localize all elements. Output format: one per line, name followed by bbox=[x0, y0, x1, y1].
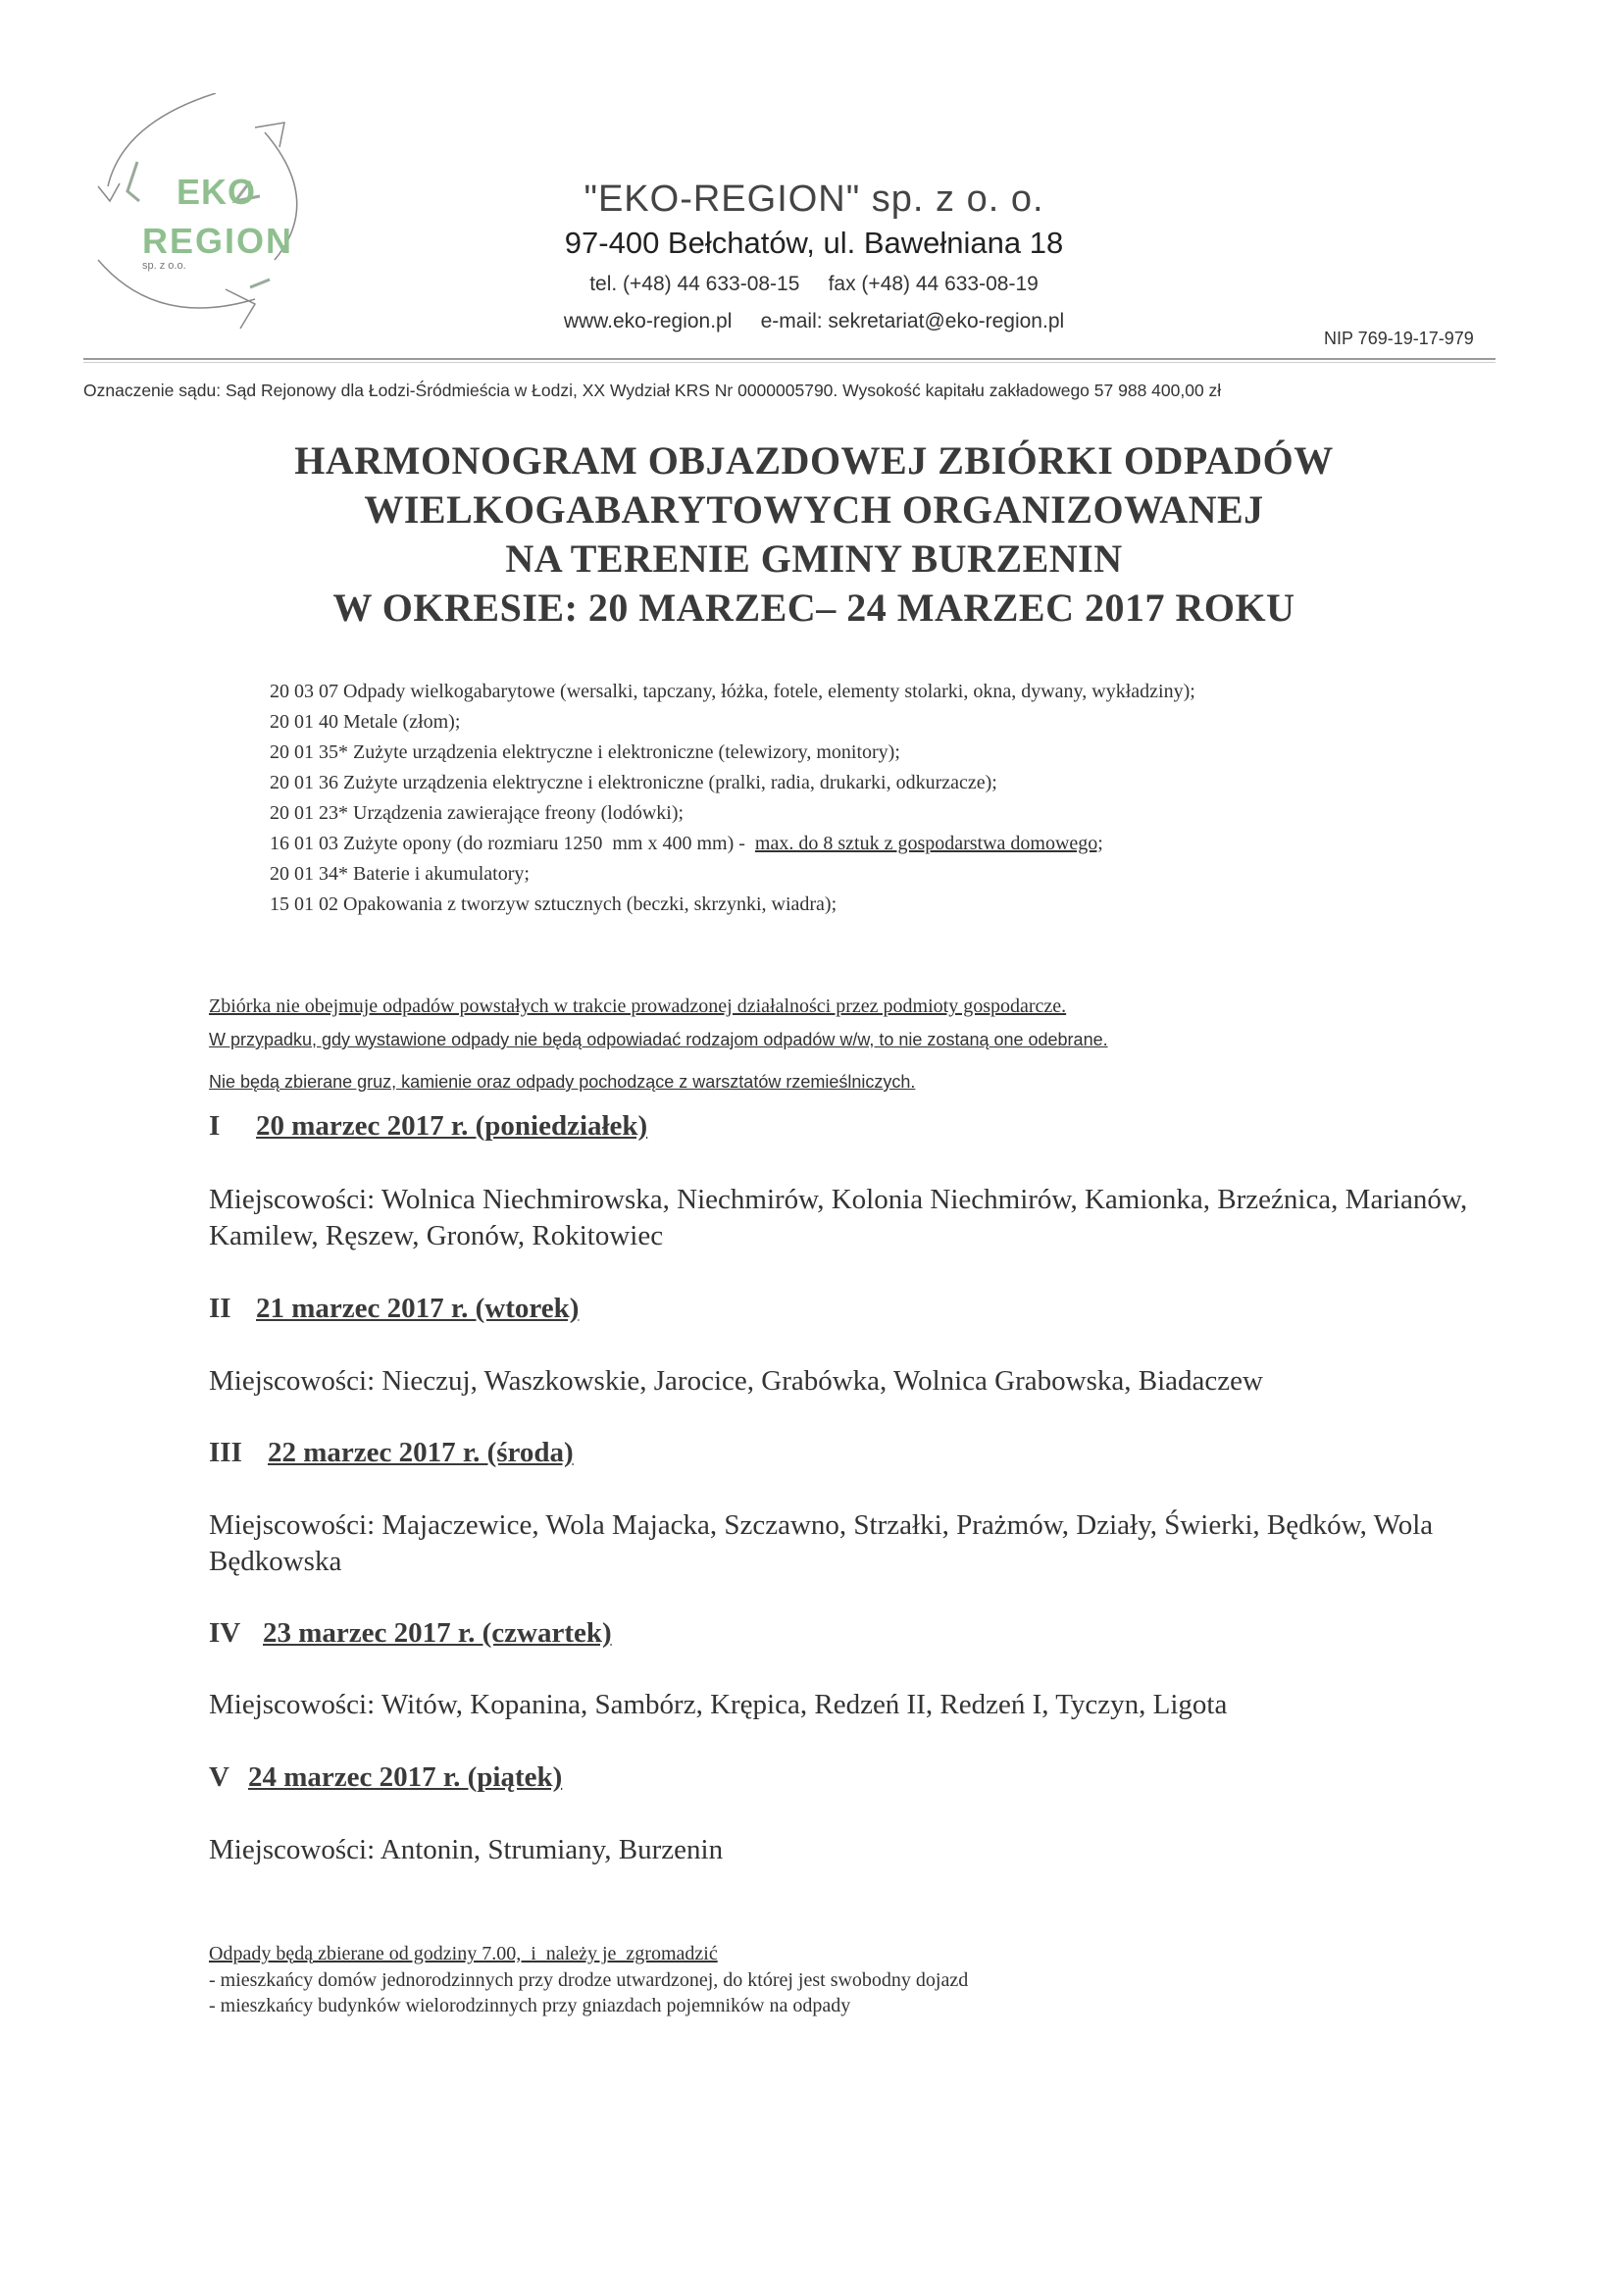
day-places: Miejscowości: Wolnica Niechmirowska, Niechmirów, Kolonia Niechmirów, Kamionka, Brzeźnica, Marianów, Kamilew, Ręszew, Gronów, Rokitowiec bbox=[209, 1184, 1468, 1251]
company-logo bbox=[78, 93, 333, 348]
waste-item: 15 01 02 Opakowania z tworzyw sztucznych (beczki, skrzynki, wiadra); bbox=[270, 893, 837, 915]
day-date: 20 marzec 2017 r. (poniedziałek) bbox=[256, 1110, 648, 1142]
day-places: Miejscowości: Antonin, Strumiany, Burzenin bbox=[209, 1834, 724, 1865]
day-heading bbox=[209, 1761, 562, 1794]
company-phones: tel. (+48) 44 633-08-15 fax (+48) 44 633-08-19 bbox=[589, 273, 1039, 295]
day-date: 24 marzec 2017 r. (piątek) bbox=[248, 1761, 563, 1793]
day-number: II bbox=[209, 1293, 231, 1324]
day-heading bbox=[209, 1437, 574, 1469]
waste-item: 20 01 23* Urządzenia zawierające freony (lodówki); bbox=[270, 802, 685, 824]
day-date: 22 marzec 2017 r. (środa) bbox=[268, 1437, 574, 1468]
court-registration: Oznaczenie sądu: Sąd Rejonowy dla Łodzi-Śródmieścia w Łodzi, XX Wydział KRS Nr 0000005790. Wysokość kapitału zakładowego 57 988 400,00 zł bbox=[83, 381, 1222, 400]
day-number: V bbox=[209, 1761, 229, 1793]
header-divider-thin bbox=[83, 362, 1496, 363]
note-nonconforming: W przypadku, gdy wystawione odpady nie będą odpowiadać rodzajom odpadów w/w, to nie zostaną one odebrane. bbox=[209, 1030, 1108, 1049]
title-line-2: WIELKOGABARYTOWYCH ORGANIZOWANEJ bbox=[364, 487, 1264, 532]
waste-item: 20 03 07 Odpady wielkogabarytowe (wersalki, tapczany, łóżka, fotele, elementy stolarki, okna, dywany, wykładziny); bbox=[270, 681, 1195, 702]
note-rubble: Nie będą zbierane gruz, kamienie oraz odpady pochodzące z warsztatów rzemieślniczych. bbox=[209, 1072, 916, 1092]
day-heading bbox=[209, 1110, 647, 1143]
day-number: III bbox=[209, 1437, 242, 1468]
collection-instruction: - mieszkańcy domów jednorodzinnych przy drodze utwardzonej, do której jest swobodny dojazd bbox=[209, 1969, 969, 1991]
logo-sp-text: sp. z o.o. bbox=[142, 260, 186, 272]
waste-item: 20 01 34* Baterie i akumulatory; bbox=[270, 863, 530, 885]
company-name: "EKO-REGION" sp. z o. o. bbox=[584, 178, 1044, 220]
company-nip: NIP 769-19-17-979 bbox=[1324, 329, 1474, 348]
day-date: 23 marzec 2017 r. (czwartek) bbox=[263, 1617, 612, 1649]
day-places: Miejscowości: Witów, Kopanina, Sambórz, Krępica, Redzeń II, Redzeń I, Tyczyn, Ligota bbox=[209, 1689, 1228, 1720]
waste-item-tyres bbox=[270, 829, 1195, 859]
logo-eko-text: EKO bbox=[177, 172, 257, 212]
company-web-email: www.eko-region.pl e-mail: sekretariat@eko-region.pl bbox=[563, 310, 1065, 332]
collection-time-note: Odpady będą zbierane od godziny 7.00, i należy je zgromadzić bbox=[209, 1943, 718, 1964]
day-number: IV bbox=[209, 1617, 241, 1649]
day-heading bbox=[209, 1617, 612, 1650]
title-line-1: HARMONOGRAM OBJAZDOWEJ ZBIÓRKI ODPADÓW bbox=[294, 438, 1334, 483]
collection-instruction: - mieszkańcy budynków wielorodzinnych przy gniazdach pojemników na odpady bbox=[209, 1995, 851, 2016]
day-number: I bbox=[209, 1110, 221, 1142]
day-heading bbox=[209, 1293, 579, 1325]
waste-item: 20 01 36 Zużyte urządzenia elektryczne i elektroniczne (pralki, radia, drukarki, odkurzacze); bbox=[270, 772, 997, 793]
waste-item: 20 01 35* Zużyte urządzenia elektryczne i elektroniczne (telewizory, monitory); bbox=[270, 741, 900, 763]
title-line-3: NA TERENIE GMINY BURZENIN bbox=[505, 536, 1123, 581]
day-places: Miejscowości: Nieczuj, Waszkowskie, Jarocice, Grabówka, Wolnica Grabowska, Biadaczew bbox=[209, 1365, 1263, 1397]
company-address: 97-400 Bełchatów, ul. Bawełniana 18 bbox=[564, 226, 1064, 260]
note-business: Zbiórka nie obejmuje odpadów powstałych w trakcie prowadzonej działalności przez podmioty gospodarcze. bbox=[209, 995, 1067, 1017]
waste-types-list bbox=[270, 677, 1195, 920]
header-divider bbox=[83, 358, 1496, 360]
day-places: Miejscowości: Majaczewice, Wola Majacka, Szczawno, Strzałki, Prażmów, Działy, Świerki, Będków, Wola Będkowska bbox=[209, 1509, 1434, 1577]
title-line-4: W OKRESIE: 20 MARZEC– 24 MARZEC 2017 ROKU bbox=[332, 586, 1295, 630]
tyres-limit: max. do 8 sztuk z gospodarstwa domowego; bbox=[754, 833, 1103, 854]
day-date: 21 marzec 2017 r. (wtorek) bbox=[256, 1293, 580, 1324]
waste-item: 20 01 40 Metale (złom); bbox=[270, 711, 461, 733]
logo-region-text: REGION bbox=[142, 221, 294, 261]
tyres-text: 16 01 03 Zużyte opony (do rozmiaru 1250 mm x 400 mm) - bbox=[270, 833, 755, 854]
